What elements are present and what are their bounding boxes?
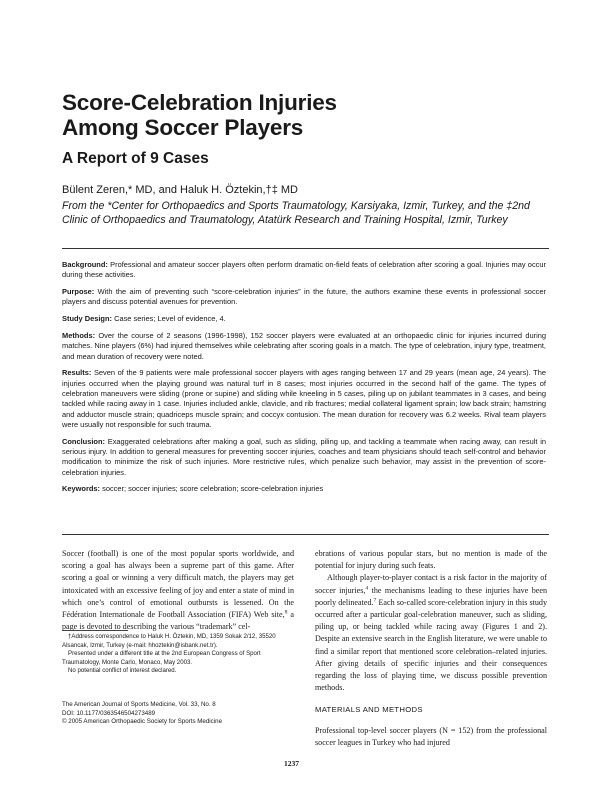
- footnote-rule: [62, 630, 128, 631]
- article-title: [62, 90, 562, 140]
- title-line-1: Score-Celebration Injuries: [62, 90, 337, 115]
- abstract-study-design: Study Design: Case series; Level of evidence, 4.: [62, 314, 226, 324]
- right-column: [315, 548, 547, 749]
- footnote-presented: Presented under a different title at the 2nd European Congress of Sport Traumatology, Monte Carlo, Monaco, May 2003.: [62, 650, 261, 666]
- abstract: [62, 260, 546, 501]
- abstract-bottom-rule: [62, 534, 549, 535]
- affiliation: From the *Center for Orthopaedics and Sports Traumatology, Karsiyaka, Izmir, Turkey, and the ‡2nd Clinic of Orthopaedics and Traumatology, Atatürk Research and Training Hospital, Izmir, Turkey: [62, 200, 530, 226]
- abstract-keywords: Keywords: soccer; soccer injuries; score celebration; score-celebration injuries: [62, 484, 324, 494]
- title-line-2: Among Soccer Players: [62, 115, 304, 140]
- author-line: Bülent Zeren,* MD, and Haluk H. Öztekin,†‡ MD: [62, 184, 298, 196]
- abstract-background: Background: Professional and amateur soccer players often perform dramatic on-field feats of celebration after scoring a goal. Injuries may occur during these activities.: [62, 260, 546, 280]
- abstract-top-rule: [62, 248, 549, 249]
- journal-info: [62, 701, 294, 727]
- journal-doi: DOI: 10.1177/0363546504273489: [62, 709, 156, 717]
- journal-copyright: © 2005 American Orthopaedic Society for Sports Medicine: [62, 718, 223, 726]
- page-number: 1237: [284, 759, 299, 768]
- abstract-results: Results: Seven of the 9 patients were male professional soccer players with ages ranging between 17 and 29 years (mean age, 24 years). The injuries occurred when the playing ground was natural turf in 8 cases; most injuries occurred in the second half of the game. The types of celebration maneuvers were sliding (prone or supine) and sliding while kneeling in 5 cases, piling up on jubilant teammates in 3 cases, and being tackled while racing away in 1 case. Injuries included ankle, clavicle, and rib fractures; medial collateral ligament sprain; low back strain; hamstring and adductor muscle strain; quadriceps muscle sprain; and coccyx contusion. The mean duration for recovery was 6.2 weeks. Rival team players were usually not responsible for such trauma.: [62, 368, 546, 429]
- footnotes: [62, 633, 294, 676]
- section-heading-materials-methods: MATERIALS AND METHODS: [315, 705, 423, 715]
- abstract-purpose: Purpose: With the aim of preventing such “score-celebration injuries” in the future, the authors examine these events in professional soccer players and discuss potential avenues for prevention.: [62, 287, 546, 307]
- left-column: [62, 548, 294, 633]
- right-paragraph-1: ebrations of various popular stars, but no mention is made of the potential for injury during such feats.: [315, 549, 547, 571]
- right-paragraph-2: Although player-to-player contact is a risk factor in the majority of soccer injuries,$^4$ the mechanisms leading to these injuries have been poorly delineated.$^7$ Each so-called score-celebration injury in this study occurred after a particular goal-celebration maneuver, such as sliding, piling up, or being tackled while racing away (Figures 1 and 2). Despite an extensive search in the English literature, we were unable to find a similar report that mentioned score celebration–related injuries. After giving details of specific injuries and their consequences regarding the loss of playing time, we discuss possible prevention methods.: [315, 573, 548, 693]
- right-paragraph-3: Professional top-level soccer players (N = 152) from the professional soccer leagues in Turkey who had injured: [315, 725, 547, 747]
- abstract-methods: Methods: Over the course of 2 seasons (1996-1998), 152 soccer players were evaluated at an orthopaedic clinic for injuries incurred during matches. Nine players (6%) had injured themselves while celebrating after scoring goals in a match. The type of celebration, injury type, treatment, and mean duration of recovery were noted.: [62, 330, 546, 361]
- footnote-conflict: No potential conflict of interest declared.: [68, 667, 177, 675]
- footnote-correspondence: †Address correspondence to Haluk H. Öztekin, MD, 1359 Sokak 2/12, 35520 Alsancak, Izmir, Turkey (e-mail: hhoztekin@isbank.net.tr).: [62, 633, 276, 649]
- article-subtitle: A Report of 9 Cases: [62, 150, 209, 167]
- abstract-conclusion: Conclusion: Exaggerated celebrations after making a goal, such as sliding, piling up, and tackling a teammate when racing away, can result in serious injury. In addition to general measures for preventing soccer injuries, coaches and team physicians should teach self-control and behavior modification to minimize the risk of such injuries. More restrictive rules, which penalize such behavior, may assist in the prevention of score-celebration injuries.: [62, 436, 546, 477]
- intro-paragraph: Soccer (football) is one of the most popular sports worldwide, and scoring a goal has always been a supreme part of this game. After scoring a goal or winning a very difficult match, the players may get intoxicated with an excessive feeling of joy and enter a state of mind in which one’s control of emotional outbursts is lessened. On the Fédération Internationale de Football Association (FIFA) Web site,$^8$ a page is devoted to describing the various “trademark” cel-: [62, 549, 295, 632]
- journal-citation: The American Journal of Sports Medicine, Vol. 33, No. 8: [62, 701, 216, 708]
